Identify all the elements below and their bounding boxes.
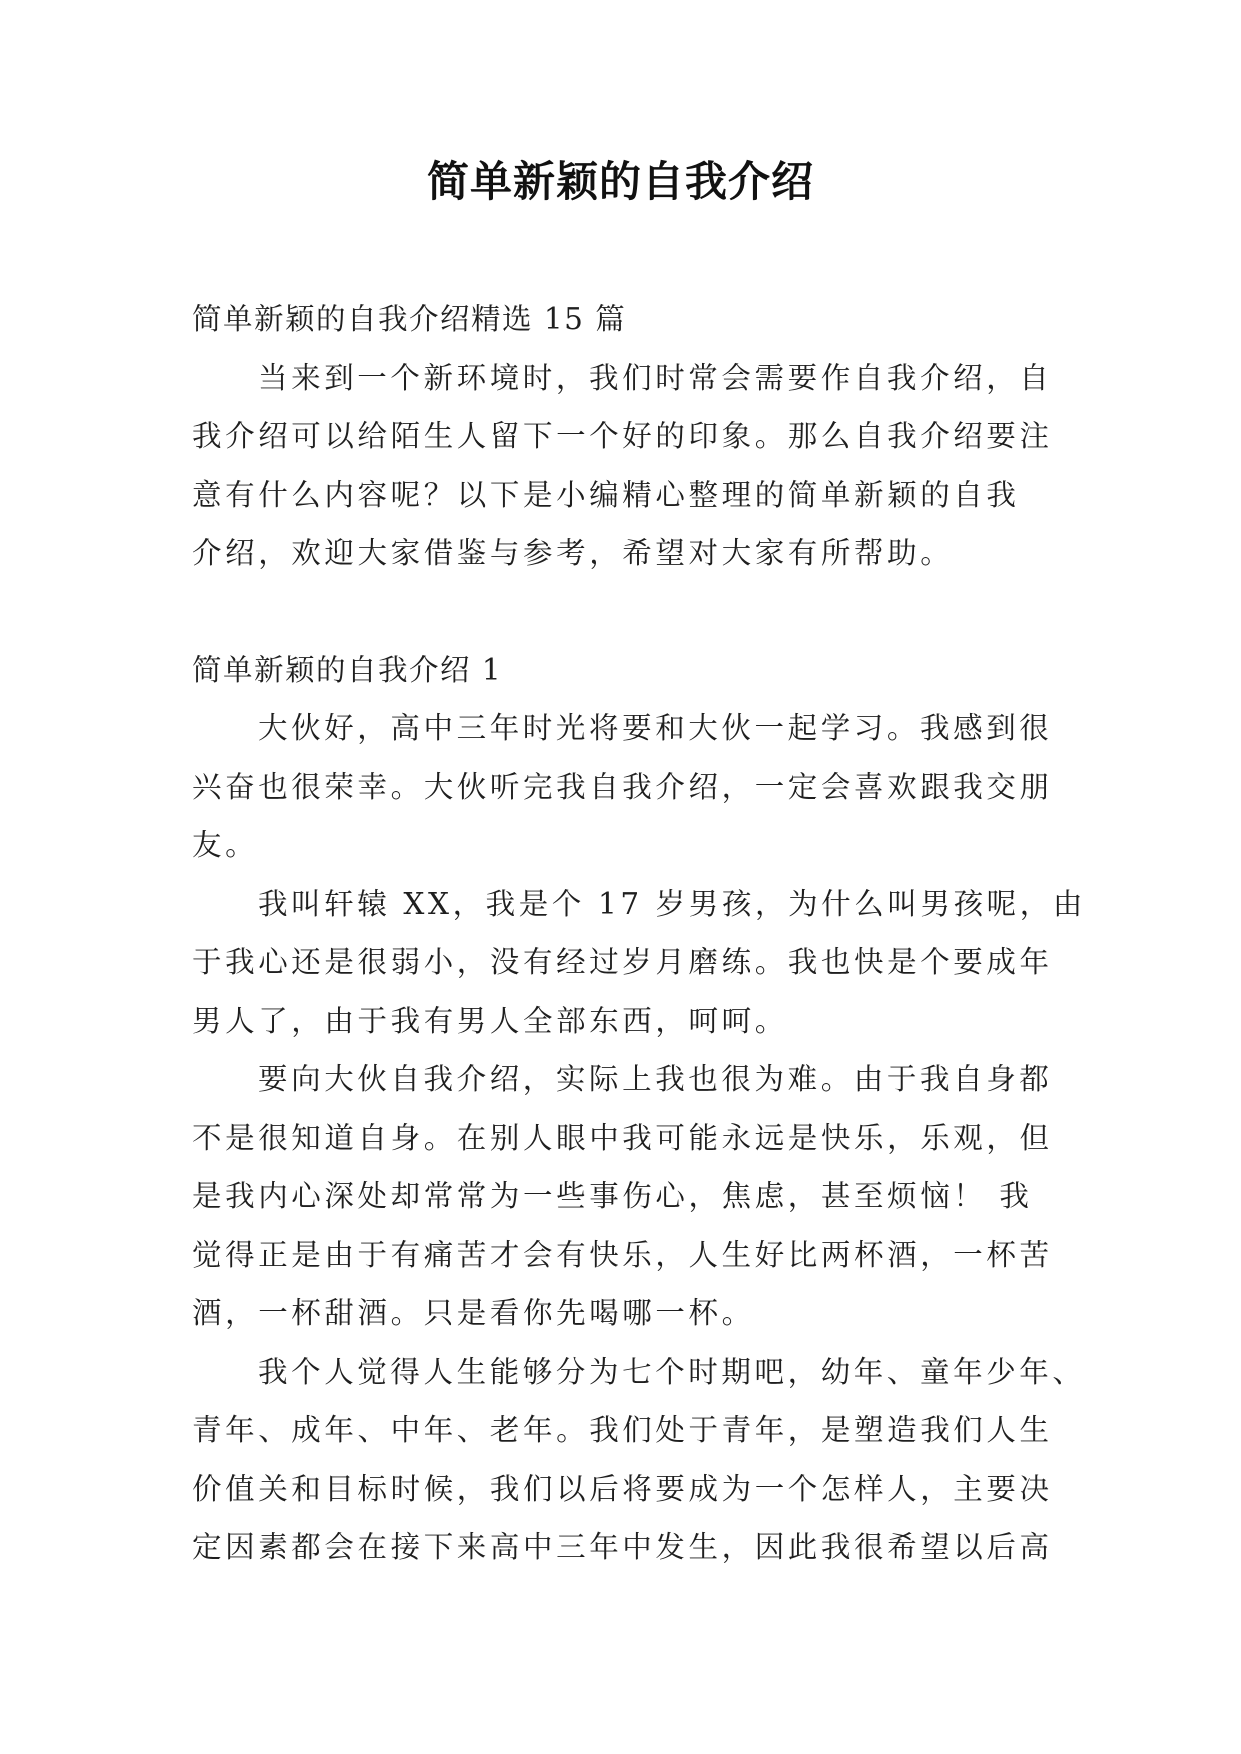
text-line: 不是很知道自身。在别人眼中我可能永远是快乐，乐观，但 [192,1120,1053,1155]
text-line: 友。 [192,828,259,862]
text-line: 我叫轩辕 XX，我是个 17 岁男孩，为什么叫男孩呢，由 [258,886,1086,921]
text-line: 于我心还是很弱小，没有经过岁月磨练。我也快是个要成年 [192,945,1053,979]
text-line: 价值关和目标时候，我们以后将要成为一个怎样人，主要决 [192,1471,1053,1506]
text-line: 我个人觉得人生能够分为七个时期吧，幼年、童年少年、 [258,1354,1086,1389]
text-line: 是我内心深处却常常为一些事伤心，焦虑，甚至烦恼！ 我 [192,1179,1033,1213]
text-line: 定因素都会在接下来高中三年中发生，因此我很希望以后高 [192,1530,1053,1564]
document-title: 简单新颖的自我介绍 [426,157,814,206]
paragraph-2 [192,875,1086,1051]
text-line: 当来到一个新环境时，我们时常会需要作自我介绍，自 [258,360,1053,395]
section-heading-line: 简单新颖的自我介绍 1 [192,652,503,687]
intro-paragraph [192,349,1053,583]
text-line: 兴奋也很荣幸。大伙听完我自我介绍，一定会喜欢跟我交朋 [192,769,1053,804]
paragraph-1 [192,699,1053,875]
text-line: 青年、成年、中年、老年。我们处于青年，是塑造我们人生 [192,1413,1053,1447]
text-line: 我介绍可以给陌生人留下一个好的印象。那么自我介绍要注 [192,419,1053,453]
section-heading [192,641,1050,700]
paragraph-3 [192,1050,1053,1343]
text-line: 大伙好，高中三年时光将要和大伙一起学习。我感到很 [258,711,1053,745]
text-line: 意有什么内容呢？以下是小编精心整理的简单新颖的自我 [192,477,1020,512]
paragraph-4 [192,1343,1086,1577]
text-line: 觉得正是由于有痛苦才会有快乐，人生好比两杯酒，一杯苦 [192,1237,1053,1272]
text-line: 男人了，由于我有男人全部东西，呵呵。 [192,1003,788,1038]
text-line: 要向大伙自我介绍，实际上我也很为难。由于我自身都 [258,1062,1053,1096]
section-gap [192,583,1050,641]
text-line: 酒，一杯甜酒。只是看你先喝哪一杯。 [192,1296,755,1330]
subtitle [192,290,1050,349]
subtitle-line: 简单新颖的自我介绍精选 15 篇 [192,302,627,336]
text-line: 介绍，欢迎大家借鉴与参考，希望对大家有所帮助。 [192,536,954,570]
document-body [192,290,1086,1577]
